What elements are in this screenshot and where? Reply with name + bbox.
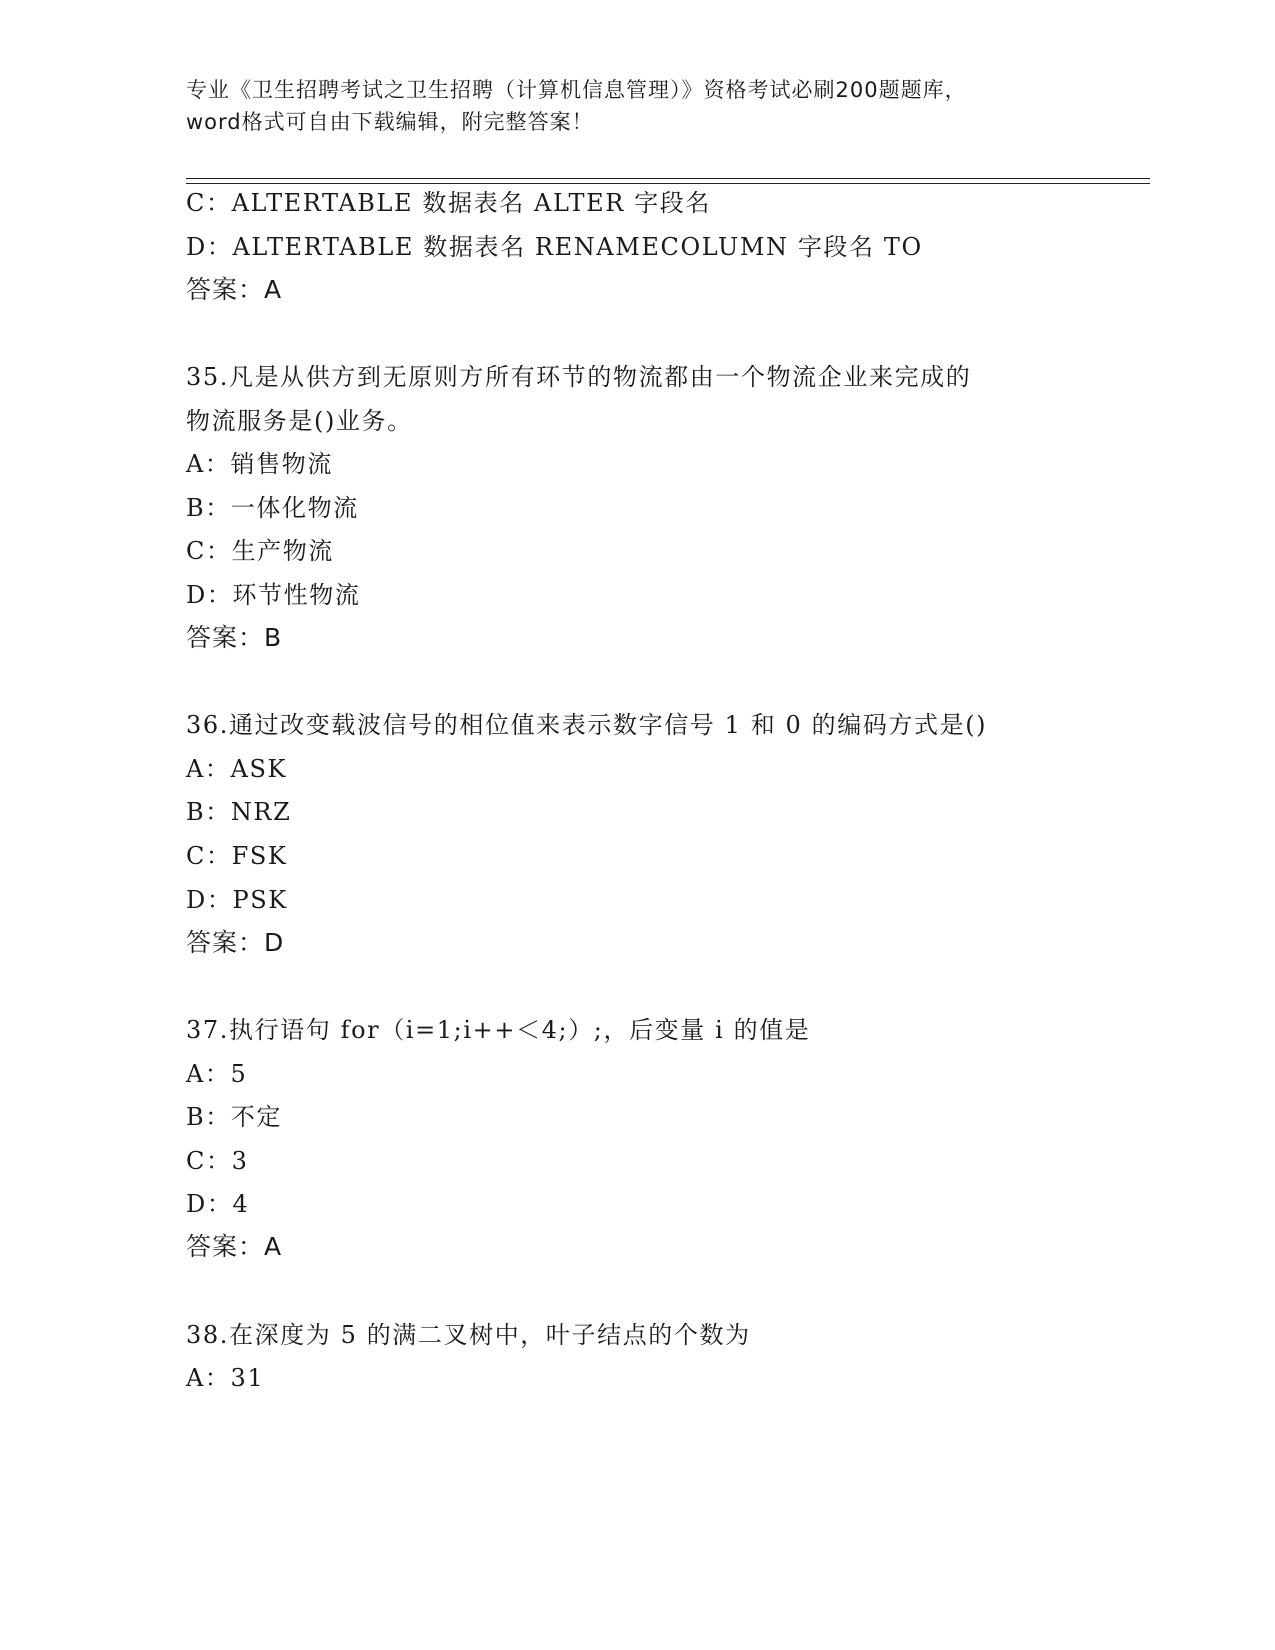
option-a: A：ASK	[186, 755, 288, 783]
header-title-line-1: 专业《卫生招聘考试之卫生招聘（计算机信息管理）》资格考试必刷200题题库，	[186, 78, 967, 102]
answer-line: 答案：D	[186, 928, 285, 957]
option-c: C：ALTERTABLE 数据表名 ALTER 字段名	[186, 189, 711, 217]
option-c: C：FSK	[186, 842, 288, 870]
option-a: A：31	[186, 1364, 265, 1392]
question-stem: 37.执行语句 for（i=1;i++＜4;）;，后变量 i 的值是	[186, 1016, 811, 1044]
option-b: B：NRZ	[186, 798, 292, 826]
question-stem: 36.通过改变载波信号的相位值来表示数字信号 1 和 0 的编码方式是()	[186, 711, 988, 739]
question-stem: 38.在深度为 5 的满二叉树中，叶子结点的个数为	[186, 1321, 751, 1349]
answer-line: 答案：A	[186, 1232, 283, 1261]
header-title-line-2: word格式可自由下载编辑，附完整答案！	[186, 110, 594, 134]
option-d: D：4	[186, 1190, 250, 1218]
option-d: D：ALTERTABLE 数据表名 RENAMECOLUMN 字段名 TO	[186, 233, 923, 261]
option-c: C：3	[186, 1147, 249, 1175]
header-divider-top	[186, 178, 1150, 179]
option-b: B：一体化物流	[186, 494, 359, 522]
option-d: D：PSK	[186, 886, 288, 914]
option-a: A：销售物流	[186, 450, 333, 478]
option-c: C：生产物流	[186, 537, 334, 565]
option-d: D：环节性物流	[186, 581, 361, 609]
answer-line: 答案：B	[186, 623, 283, 652]
document-header	[186, 74, 1086, 138]
header-divider-bottom	[186, 183, 1150, 184]
option-b: B：不定	[186, 1103, 283, 1131]
question-stem-continued: 物流服务是()业务。	[186, 407, 413, 435]
question-stem: 35.凡是从供方到无原则方所有环节的物流都由一个物流企业来完成的	[186, 363, 972, 391]
answer-line: 答案：A	[186, 275, 283, 304]
option-a: A：5	[186, 1060, 248, 1088]
